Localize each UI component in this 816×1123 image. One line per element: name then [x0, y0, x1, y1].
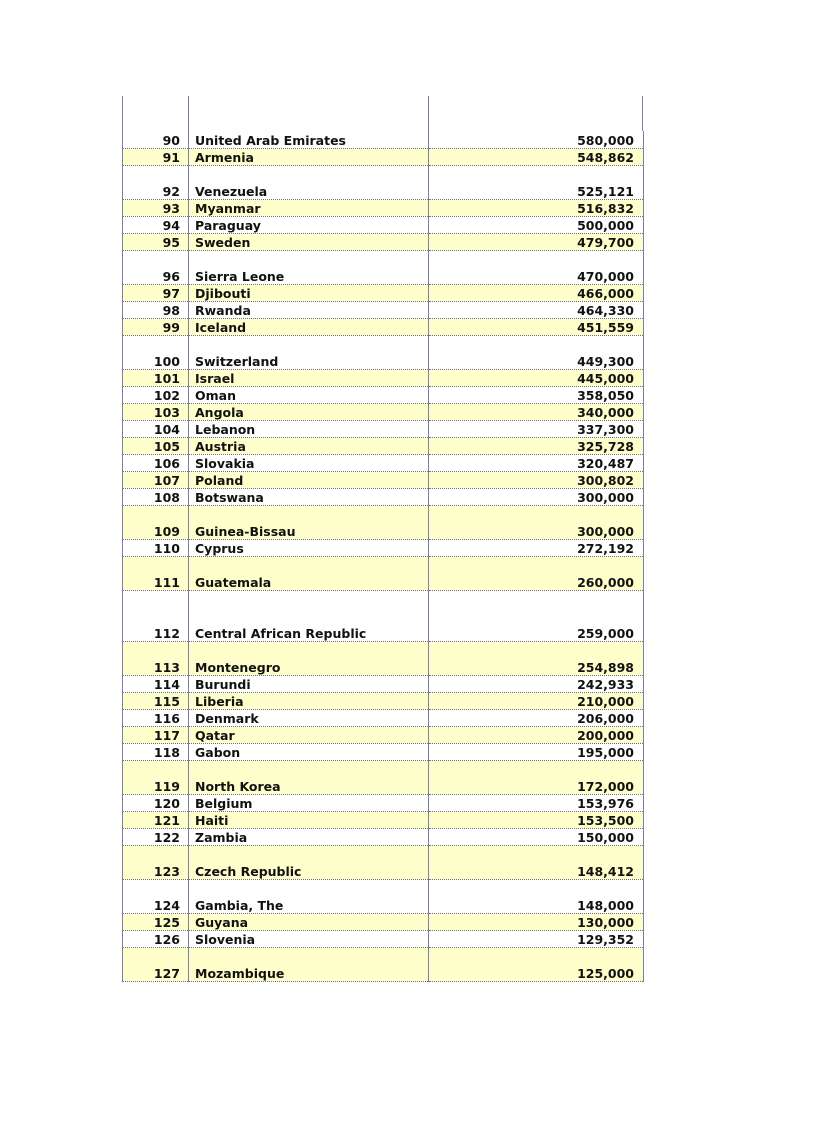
country-cell: Armenia: [189, 148, 429, 165]
country-cell: Angola: [189, 403, 429, 420]
value-cell: 525,121: [429, 165, 644, 199]
table-row: [123, 726, 644, 743]
table-row: [123, 471, 644, 488]
table-row: [123, 148, 644, 165]
rank-cell: 105: [123, 437, 189, 454]
value-cell: 130,000: [429, 913, 644, 930]
rank-cell: 96: [123, 250, 189, 284]
table-row: [123, 947, 644, 981]
table-row: [123, 930, 644, 947]
rank-cell: 102: [123, 386, 189, 403]
country-cell: Venezuela: [189, 165, 429, 199]
table-row: [123, 488, 644, 505]
rank-cell: 104: [123, 420, 189, 437]
country-cell: Myanmar: [189, 199, 429, 216]
table-row: [123, 250, 644, 284]
value-cell: 445,000: [429, 369, 644, 386]
country-cell: Lebanon: [189, 420, 429, 437]
rank-cell: 107: [123, 471, 189, 488]
table-row: [123, 590, 644, 641]
value-cell: 300,000: [429, 488, 644, 505]
table-row: [123, 233, 644, 250]
table-top-spacer: [122, 96, 643, 131]
rank-cell: 112: [123, 590, 189, 641]
rank-cell: 101: [123, 369, 189, 386]
table-row: [123, 641, 644, 675]
country-rank-table: [122, 131, 644, 982]
country-cell: Israel: [189, 369, 429, 386]
value-cell: 148,000: [429, 879, 644, 913]
table-row: [123, 692, 644, 709]
value-cell: 125,000: [429, 947, 644, 981]
table-row: [123, 505, 644, 539]
country-cell: Cyprus: [189, 539, 429, 556]
value-cell: 200,000: [429, 726, 644, 743]
country-cell: Oman: [189, 386, 429, 403]
table-row: [123, 420, 644, 437]
rank-cell: 125: [123, 913, 189, 930]
rank-cell: 118: [123, 743, 189, 760]
value-cell: 500,000: [429, 216, 644, 233]
country-cell: Liberia: [189, 692, 429, 709]
table-row: [123, 199, 644, 216]
rank-cell: 113: [123, 641, 189, 675]
value-cell: 153,976: [429, 794, 644, 811]
value-cell: 464,330: [429, 301, 644, 318]
table-row: [123, 437, 644, 454]
table-row: [123, 165, 644, 199]
value-cell: 300,000: [429, 505, 644, 539]
country-cell: Denmark: [189, 709, 429, 726]
table-row: [123, 284, 644, 301]
country-cell: Guyana: [189, 913, 429, 930]
value-cell: 260,000: [429, 556, 644, 590]
table-row: [123, 828, 644, 845]
country-cell: Poland: [189, 471, 429, 488]
value-cell: 320,487: [429, 454, 644, 471]
value-cell: 254,898: [429, 641, 644, 675]
country-cell: Guinea-Bissau: [189, 505, 429, 539]
rank-cell: 90: [123, 131, 189, 148]
value-cell: 210,000: [429, 692, 644, 709]
rank-cell: 95: [123, 233, 189, 250]
table-row: [123, 879, 644, 913]
country-cell: Djibouti: [189, 284, 429, 301]
rank-cell: 110: [123, 539, 189, 556]
spreadsheet-table: [122, 96, 643, 982]
rank-cell: 121: [123, 811, 189, 828]
table-row: [123, 743, 644, 760]
country-cell: Sierra Leone: [189, 250, 429, 284]
rank-cell: 114: [123, 675, 189, 692]
value-cell: 337,300: [429, 420, 644, 437]
country-cell: Sweden: [189, 233, 429, 250]
table-row: [123, 216, 644, 233]
value-cell: 242,933: [429, 675, 644, 692]
rank-cell: 97: [123, 284, 189, 301]
table-row: [123, 335, 644, 369]
value-cell: 580,000: [429, 131, 644, 148]
rank-cell: 93: [123, 199, 189, 216]
country-cell: Iceland: [189, 318, 429, 335]
value-cell: 129,352: [429, 930, 644, 947]
value-cell: 466,000: [429, 284, 644, 301]
rank-cell: 116: [123, 709, 189, 726]
table-row: [123, 403, 644, 420]
value-cell: 172,000: [429, 760, 644, 794]
table-row: [123, 811, 644, 828]
value-cell: 272,192: [429, 539, 644, 556]
rank-cell: 126: [123, 930, 189, 947]
rank-cell: 117: [123, 726, 189, 743]
rank-cell: 92: [123, 165, 189, 199]
table-row: [123, 131, 644, 148]
table-row: [123, 845, 644, 879]
rank-cell: 123: [123, 845, 189, 879]
value-cell: 451,559: [429, 318, 644, 335]
country-cell: Gambia, The: [189, 879, 429, 913]
country-cell: Botswana: [189, 488, 429, 505]
table-row: [123, 301, 644, 318]
rank-cell: 111: [123, 556, 189, 590]
value-cell: 479,700: [429, 233, 644, 250]
country-cell: Burundi: [189, 675, 429, 692]
rank-cell: 99: [123, 318, 189, 335]
table-row: [123, 318, 644, 335]
table-row: [123, 556, 644, 590]
country-cell: Rwanda: [189, 301, 429, 318]
rank-cell: 115: [123, 692, 189, 709]
table-row: [123, 386, 644, 403]
table-row: [123, 454, 644, 471]
country-cell: Paraguay: [189, 216, 429, 233]
rank-cell: 98: [123, 301, 189, 318]
country-cell: Czech Republic: [189, 845, 429, 879]
table-row: [123, 760, 644, 794]
country-cell: Mozambique: [189, 947, 429, 981]
country-cell: Gabon: [189, 743, 429, 760]
country-cell: Slovenia: [189, 930, 429, 947]
value-cell: 148,412: [429, 845, 644, 879]
country-cell: Switzerland: [189, 335, 429, 369]
country-cell: Guatemala: [189, 556, 429, 590]
country-cell: Zambia: [189, 828, 429, 845]
value-cell: 259,000: [429, 590, 644, 641]
rank-cell: 119: [123, 760, 189, 794]
value-cell: 340,000: [429, 403, 644, 420]
value-cell: 325,728: [429, 437, 644, 454]
table-row: [123, 369, 644, 386]
country-cell: North Korea: [189, 760, 429, 794]
country-cell: Qatar: [189, 726, 429, 743]
value-cell: 150,000: [429, 828, 644, 845]
value-cell: 470,000: [429, 250, 644, 284]
rank-cell: 106: [123, 454, 189, 471]
country-cell: Belgium: [189, 794, 429, 811]
value-cell: 449,300: [429, 335, 644, 369]
table-row: [123, 709, 644, 726]
rank-cell: 100: [123, 335, 189, 369]
rank-cell: 120: [123, 794, 189, 811]
rank-cell: 91: [123, 148, 189, 165]
country-cell: Central African Republic: [189, 590, 429, 641]
value-cell: 358,050: [429, 386, 644, 403]
value-cell: 153,500: [429, 811, 644, 828]
table-row: [123, 539, 644, 556]
value-cell: 206,000: [429, 709, 644, 726]
table-body: [123, 131, 644, 981]
country-cell: Slovakia: [189, 454, 429, 471]
value-cell: 548,862: [429, 148, 644, 165]
country-cell: Austria: [189, 437, 429, 454]
rank-cell: 103: [123, 403, 189, 420]
rank-cell: 109: [123, 505, 189, 539]
table-row: [123, 913, 644, 930]
value-cell: 516,832: [429, 199, 644, 216]
rank-cell: 94: [123, 216, 189, 233]
rank-cell: 108: [123, 488, 189, 505]
country-cell: United Arab Emirates: [189, 131, 429, 148]
table-row: [123, 794, 644, 811]
value-cell: 300,802: [429, 471, 644, 488]
rank-cell: 127: [123, 947, 189, 981]
rank-cell: 124: [123, 879, 189, 913]
table-row: [123, 675, 644, 692]
country-cell: Montenegro: [189, 641, 429, 675]
rank-cell: 122: [123, 828, 189, 845]
country-cell: Haiti: [189, 811, 429, 828]
value-cell: 195,000: [429, 743, 644, 760]
